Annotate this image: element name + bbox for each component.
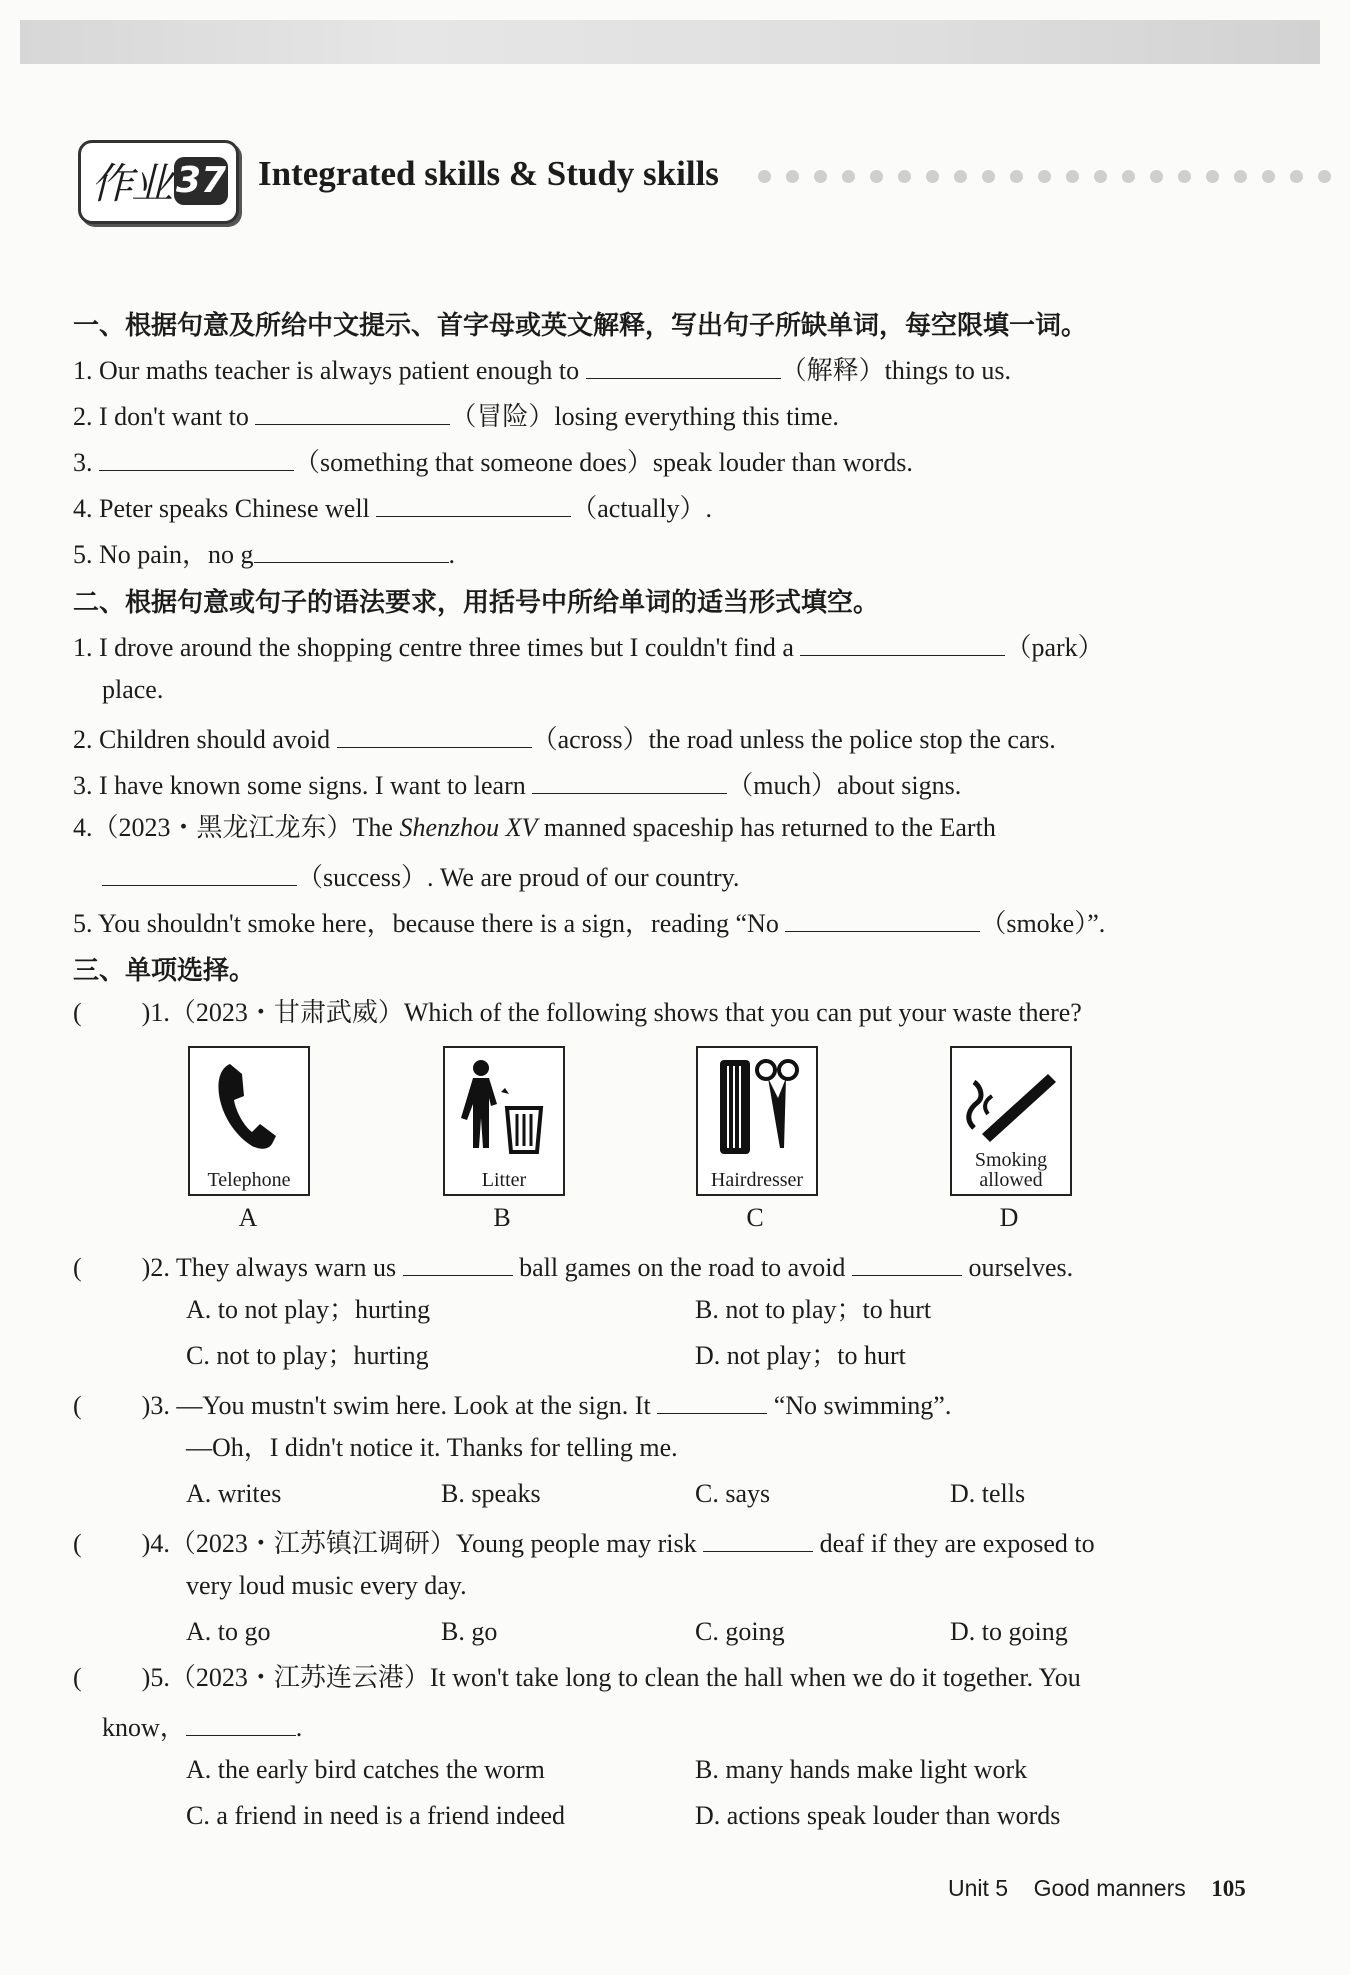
answer-blank[interactable]: [376, 488, 571, 517]
answer-paren[interactable]: (: [73, 1253, 82, 1282]
decorative-dot: [926, 170, 939, 183]
s2-q4-hint: （success）. We are proud of our country.: [297, 863, 740, 892]
badge-label: 作业: [91, 159, 172, 208]
s3-q5-option-c[interactable]: C. a friend in need is a friend indeed: [186, 1801, 566, 1830]
option-d-letter: D: [999, 1203, 1019, 1232]
decorative-dot: [814, 170, 827, 183]
answer-paren[interactable]: (: [73, 1663, 82, 1692]
s1-question-2: [73, 396, 839, 434]
answer-paren[interactable]: (: [73, 1529, 82, 1558]
homework-badge: [78, 140, 239, 224]
decorative-dot: [1038, 170, 1051, 183]
s1-q2-text: 2. I don't want to: [73, 402, 256, 431]
decorative-dot: [1150, 170, 1163, 183]
section3-heading: 三、单项选择。: [73, 956, 256, 986]
decorative-dot: [982, 170, 995, 183]
s3-q3-stem-b: “No swimming”.: [767, 1391, 952, 1420]
option-d-image[interactable]: [950, 1046, 1072, 1196]
section1-heading: 一、根据句意及所给中文提示、首字母或英文解释，写出句子所缺单词，每空限填一词。: [73, 311, 1088, 341]
answer-paren[interactable]: (: [73, 998, 82, 1027]
smoking-icon: [952, 1048, 1070, 1146]
badge-number: 37: [174, 157, 228, 205]
s3-q5-stem: )5.（2023・江苏连云港）It won't take long to clean the hall when we do it together. You: [141, 1663, 1081, 1692]
answer-paren[interactable]: (: [73, 1391, 82, 1420]
s3-q2-option-a[interactable]: A. to not play；hurting: [186, 1295, 431, 1324]
s3-question-3: [73, 1385, 951, 1423]
decorative-dot: [1318, 170, 1331, 183]
s3-q3-option-c[interactable]: C. says: [695, 1479, 771, 1508]
hairdresser-icon: [698, 1048, 816, 1160]
s2-question-3: [73, 765, 961, 803]
s3-q3-stem-a: )3. —You mustn't swim here. Look at the sign. It: [141, 1391, 658, 1420]
page-number: 105: [1211, 1876, 1246, 1901]
s3-q2-stem-a: )2. They always warn us: [141, 1253, 403, 1282]
caption-litter: Litter: [481, 1169, 527, 1191]
answer-blank[interactable]: [255, 396, 450, 425]
option-b-image[interactable]: [443, 1046, 565, 1196]
decorative-dot: [1234, 170, 1247, 183]
s3-q4-option-b[interactable]: B. go: [441, 1617, 498, 1646]
answer-blank[interactable]: [99, 442, 294, 471]
decorative-dot: [758, 170, 771, 183]
s1-question-4: [73, 488, 712, 526]
s1-q3-hint: （something that someone does）speak louder than words.: [294, 448, 913, 477]
answer-blank[interactable]: [532, 765, 727, 794]
s1-q1-hint: （解释）things to us.: [780, 356, 1012, 385]
s3-q3-option-b[interactable]: B. speaks: [441, 1479, 541, 1508]
footer-unit: Unit 5: [948, 1875, 1009, 1901]
s2-question-2: [73, 719, 1056, 757]
decorative-dot: [1290, 170, 1303, 183]
s1-q3-text: 3.: [73, 448, 99, 477]
option-b-letter: B: [493, 1203, 511, 1232]
s3-q4-stem-b: deaf if they are exposed to: [813, 1529, 1095, 1558]
s1-question-5: [73, 534, 455, 572]
decorative-dot: [1010, 170, 1023, 183]
s2-q4-continuation: [102, 857, 739, 895]
top-scan-strip: [20, 20, 1320, 64]
s3-q2-option-b[interactable]: B. not to play；to hurt: [695, 1295, 932, 1324]
answer-blank[interactable]: [657, 1385, 767, 1414]
s2-q5-hint: （smoke）”.: [980, 909, 1106, 938]
s3-q3-option-d[interactable]: D. tells: [950, 1479, 1026, 1508]
option-c-image[interactable]: [696, 1046, 818, 1196]
s1-question-3: [73, 442, 913, 480]
decorative-dot: [1066, 170, 1079, 183]
s2-q1-hint: （park）: [1005, 633, 1104, 662]
s2-q4-text: 4.（2023・黑龙江龙东）The: [73, 813, 400, 842]
caption-hairdresser: Hairdresser: [710, 1169, 804, 1191]
caption-telephone: Telephone: [207, 1169, 291, 1191]
s3-question-4: [73, 1523, 1095, 1561]
page-title: Integrated skills & Study skills: [258, 154, 719, 193]
decorative-dot: [1262, 170, 1275, 183]
answer-blank[interactable]: [186, 1707, 296, 1736]
litter-icon: [445, 1048, 563, 1160]
option-c-letter: C: [746, 1203, 764, 1232]
s3-q5-line2-end: .: [295, 1713, 303, 1742]
option-a-image[interactable]: [188, 1046, 310, 1196]
answer-blank[interactable]: [785, 903, 980, 932]
s1-q4-hint: （actually）.: [571, 494, 713, 523]
s1-q5-text: 5. No pain，no g: [73, 540, 254, 569]
caption-smoking-line1: Smoking: [974, 1149, 1048, 1171]
s3-q2-stem-b: ball games on the road to avoid: [512, 1253, 852, 1282]
s3-q3-option-a[interactable]: A. writes: [186, 1479, 282, 1508]
s3-q2-stem-c: ourselves.: [961, 1253, 1074, 1282]
s3-q1-stem: )1.（2023・甘肃武威）Which of the following shows that you can put your waste there?: [141, 998, 1082, 1027]
s3-q2-option-c[interactable]: C. not to play；hurting: [186, 1341, 429, 1370]
s3-q4-stem-a: )4.（2023・江苏镇江调研）Young people may risk: [141, 1529, 704, 1558]
s1-q5-end: .: [448, 540, 456, 569]
s3-q5-option-a[interactable]: A. the early bird catches the worm: [186, 1755, 545, 1784]
s3-q5-option-b[interactable]: B. many hands make light work: [695, 1755, 1028, 1784]
page-header: [78, 140, 1340, 220]
s2-q4-text-b: manned spaceship has returned to the Earth: [537, 813, 996, 842]
s3-q2-option-d[interactable]: D. not play；to hurt: [695, 1341, 906, 1370]
s2-q3-text: 3. I have known some signs. I want to learn: [73, 771, 533, 800]
s3-question-5: [73, 1661, 1081, 1695]
s3-question-2: [73, 1247, 1073, 1285]
decorative-dot: [870, 170, 883, 183]
s3-q5-option-d[interactable]: D. actions speak louder than words: [695, 1801, 1061, 1830]
answer-blank[interactable]: [102, 857, 297, 886]
s2-question-5: [73, 903, 1105, 941]
s3-q5-line2: [102, 1707, 302, 1745]
s1-q2-hint: （冒险）losing everything this time.: [450, 402, 839, 431]
telephone-icon: [190, 1048, 308, 1160]
s2-q1-continuation: place.: [102, 675, 164, 704]
answer-blank[interactable]: [403, 1247, 513, 1276]
answer-blank[interactable]: [703, 1523, 813, 1552]
decorative-dot: [842, 170, 855, 183]
s3-q5-line2-text: know，: [102, 1713, 186, 1742]
s1-q1-text: 1. Our maths teacher is always patient enough to: [73, 356, 586, 385]
answer-blank[interactable]: [586, 350, 781, 379]
decorative-dot: [1122, 170, 1135, 183]
decorative-dot: [1094, 170, 1107, 183]
s2-question-1: [73, 627, 1104, 665]
s2-question-4: [73, 811, 996, 845]
decorative-dot: [786, 170, 799, 183]
decorative-dot: [954, 170, 967, 183]
s2-q2-hint: （across）the road unless the police stop the cars.: [531, 725, 1056, 754]
decorative-dot: [1206, 170, 1219, 183]
caption-smoking-line2: allowed: [979, 1169, 1043, 1191]
s2-q3-hint: （much）about signs.: [727, 771, 962, 800]
s3-q4-option-c[interactable]: C. going: [695, 1617, 785, 1646]
answer-blank[interactable]: [337, 719, 532, 748]
s2-q2-text: 2. Children should avoid: [73, 725, 337, 754]
decorative-dot: [1178, 170, 1191, 183]
answer-blank[interactable]: [852, 1247, 962, 1276]
s3-q4-option-d[interactable]: D. to going: [950, 1617, 1068, 1646]
s2-q1-text: 1. I drove around the shopping centre three times but I couldn't find a: [73, 633, 801, 662]
page-footer: [948, 1875, 1246, 1902]
s1-q4-text: 4. Peter speaks Chinese well: [73, 494, 377, 523]
option-a-letter: A: [238, 1203, 258, 1232]
answer-blank[interactable]: [800, 627, 1005, 656]
footer-topic: Good manners: [1033, 1875, 1186, 1901]
section2-heading: 二、根据句意或句子的语法要求，用括号中所给单词的适当形式填空。: [73, 588, 880, 618]
answer-blank[interactable]: [254, 534, 449, 563]
s3-question-1: [73, 996, 1082, 1030]
s3-q3-line2: —Oh，I didn't notice it. Thanks for telling me.: [186, 1433, 678, 1462]
s3-q4-option-a[interactable]: A. to go: [186, 1617, 271, 1646]
s2-q4-italic: Shenzhou XV: [399, 813, 538, 842]
decorative-dots: [758, 170, 1340, 186]
s2-q5-text: 5. You shouldn't smoke here，because there is a sign，reading “No: [73, 909, 786, 938]
decorative-dot: [898, 170, 911, 183]
s3-q4-line2: very loud music every day.: [186, 1571, 467, 1600]
caption-smoking: [952, 1150, 1070, 1190]
s1-question-1: [73, 350, 1011, 388]
